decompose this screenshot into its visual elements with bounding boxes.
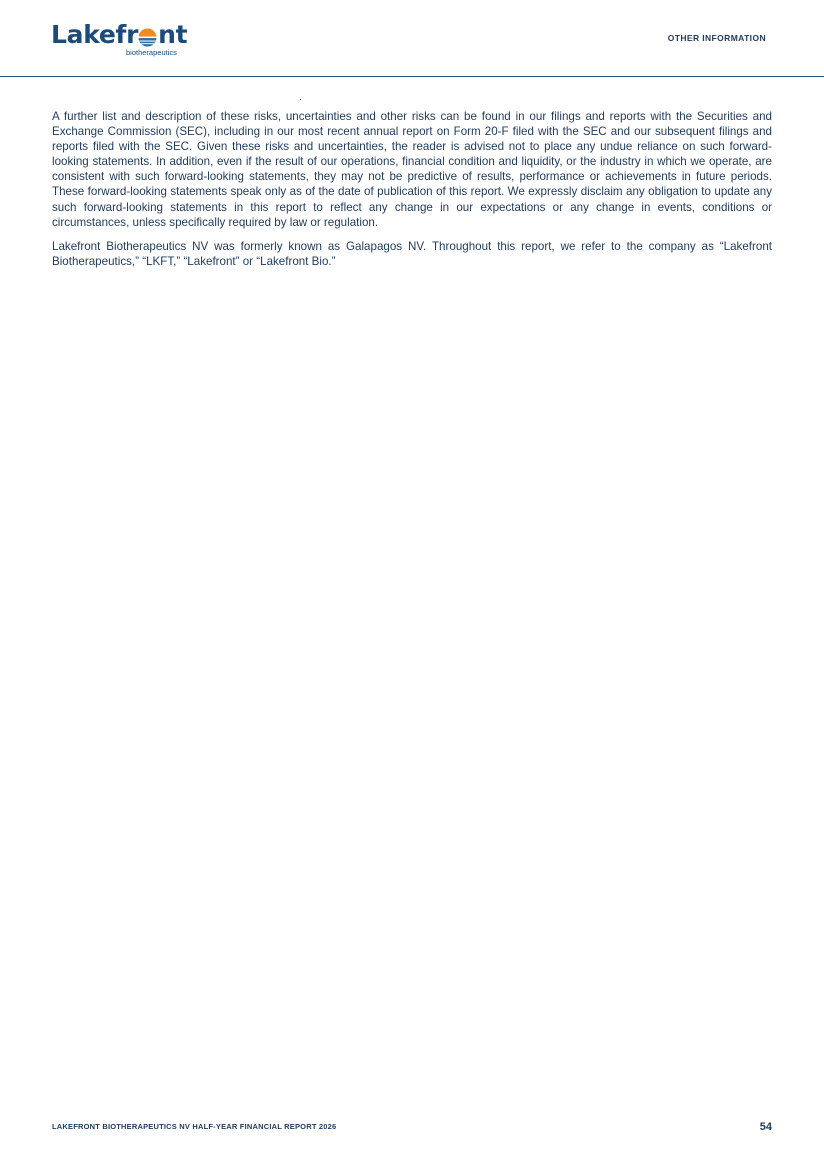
sun-logo-icon (138, 28, 157, 47)
paragraph-company-name: Lakefront Biotherapeutics NV was formerly known as Galapagos NV. Throughout this report, we refer to the company as “Lakefront Biotherapeutics,” “LKFT,” “Lakefront” or “Lakefront Bio.” (52, 239, 772, 268)
stray-dot (300, 99, 301, 100)
page-header (0, 0, 824, 77)
logo-subtitle: biotherapeutics (126, 48, 177, 57)
body-text (52, 109, 772, 278)
logo-wordmark (51, 18, 187, 52)
company-logo (51, 18, 191, 60)
logo-word-start: Lakefr (51, 20, 139, 49)
paragraph-risks: A further list and description of these risks, uncertainties and other risks can be found in our filings and reports with the Securities and Exchange Commission (SEC), including in our most recent annual report on Form 20-F filed with the SEC and our subsequent filings and reports filed with the SEC. Given these risks and uncertainties, the reader is advised not to place any undue reliance on such forward-looking statements. In addition, even if the result of our operations, financial condition and liquidity, or the industry in which we operate, are consistent with such forward-looking statements, they may not be predictive of results, performance or achievements in future periods. These forward-looking statements speak only as of the date of publication of this report. We expressly disclaim any obligation to update any such forward-looking statements in this report to reflect any change in our expectations or any change in events, conditions or circumstances, unless specifically required by law or regulation. (52, 110, 772, 229)
logo-word-end: nt (158, 20, 188, 49)
section-label: OTHER INFORMATION (667, 33, 766, 43)
footer-report-title: LAKEFRONT BIOTHERAPEUTICS NV HALF-YEAR FINANCIAL REPORT 2026 (52, 1122, 337, 1131)
page-number: 54 (759, 1121, 772, 1133)
